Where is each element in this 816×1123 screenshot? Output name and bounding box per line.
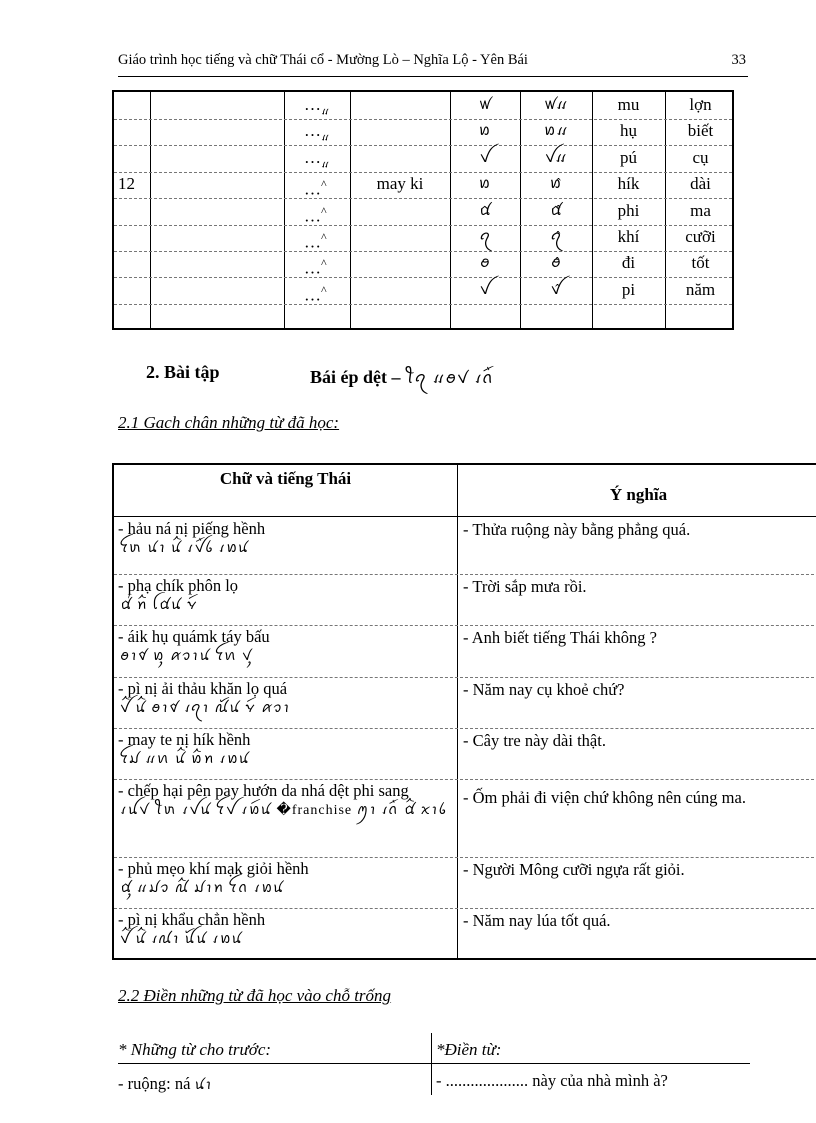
tone-mark: ^ xyxy=(321,282,327,297)
section-2-2-title: 2.2 Điền những từ đã học vào chỗ trống xyxy=(118,986,392,1005)
script-toned: ꪭ̂ xyxy=(549,176,563,193)
phrase-romanized: - phủ mẹo khí mạk giỏi hềnh xyxy=(118,859,309,878)
reading: mu xyxy=(617,95,640,114)
tone-name xyxy=(350,303,450,330)
given-word-script: ꪙꪱ xyxy=(194,1078,212,1093)
exercise-table xyxy=(112,463,816,960)
script-toned: ꪖ̂ xyxy=(550,229,562,245)
table-row xyxy=(114,171,732,199)
meaning: lợn xyxy=(689,95,712,114)
script-toned: ꪭꪵ xyxy=(543,123,569,140)
reading xyxy=(592,303,665,330)
meaning: ma xyxy=(690,200,711,220)
phrase-script: ꪜꪲ ꪙꪲ ꪹꪄꪱ ꪊꪰꪙ ꪹꪭꪙ xyxy=(120,932,243,947)
table-row xyxy=(114,277,732,305)
exercise-subtitle xyxy=(310,362,494,396)
dots: … xyxy=(304,285,321,305)
exercise-row xyxy=(114,779,816,858)
exercise-row xyxy=(114,517,816,575)
head-right: Ý nghĩa xyxy=(609,485,668,504)
phrase-romanized: - chếp hại pên pay hướn da nhá dệt phi sang xyxy=(118,781,409,800)
tone-mark: ꪵ xyxy=(321,105,330,118)
table-row xyxy=(114,198,732,226)
script-base: ꪠ xyxy=(479,202,491,219)
phrase-meaning: - Trời sắp mưa rồi. xyxy=(463,577,587,596)
dots: … xyxy=(304,206,321,226)
given-word-row xyxy=(118,1071,212,1100)
tone-name xyxy=(350,250,450,277)
thai-phrase xyxy=(118,730,454,770)
script-base: ꪮ xyxy=(479,255,490,272)
tone-name xyxy=(350,198,450,225)
thai-phrase xyxy=(118,679,454,719)
thai-phrase xyxy=(118,910,454,950)
alphabet-table xyxy=(112,90,734,330)
reading: khí xyxy=(617,227,640,246)
exercise-row xyxy=(114,728,816,780)
tone-name xyxy=(350,277,450,304)
thai-phrase xyxy=(118,519,454,559)
script-toned: ꪜꪵ xyxy=(544,149,568,166)
fill-blank-row: - .................... này của nhà mình à? xyxy=(436,1071,668,1090)
tone-name: may ki xyxy=(376,174,424,194)
phrase-meaning: - Năm nay lúa tốt quá. xyxy=(463,911,611,930)
phrase-romanized: - may te nị hík hềnh xyxy=(118,730,251,749)
reading: hụ xyxy=(620,121,637,141)
reading: đi xyxy=(621,253,636,273)
fill-heading: *Điền từ: xyxy=(436,1040,502,1059)
dots: … xyxy=(304,259,321,279)
script-base: ꪭ xyxy=(478,176,492,193)
dots: … xyxy=(304,232,321,252)
phrase-romanized: - hảu ná nị piếng hềnh xyxy=(118,519,266,538)
phrase-meaning: - Ốm phải đi viện chứ không nên cúng ma. xyxy=(463,788,746,807)
table-row xyxy=(114,250,732,278)
tone-name xyxy=(350,145,450,172)
meaning: dài xyxy=(690,174,711,194)
tone-name xyxy=(350,92,450,119)
row-divider xyxy=(118,1063,750,1064)
exercise-subtitle-script: ꪻꪖ ꪵꪮꪚ ꪹꪒꪸ xyxy=(405,370,495,387)
phrase-script: ꪠꪴ ꪵꪣꪫ ꪄꪲ ꪣꪱꪀ ꪼꪒ ꪹꪭꪙ xyxy=(120,881,285,896)
exercise-row xyxy=(114,857,816,909)
phrase-romanized: - áik hụ quámk táy bấu xyxy=(118,627,270,646)
phrase-meaning: - Anh biết tiếng Thái không ? xyxy=(463,628,657,647)
table-row xyxy=(114,92,732,120)
phrase-meaning: - Thửa ruộng này bằng phẳng quá. xyxy=(463,520,691,539)
phrase-script: ꪼꪣ ꪵꪕ ꪙꪲ ꪭꪲꪀ ꪹꪭꪙ xyxy=(120,752,251,767)
given-word-text: - ruộng: ná xyxy=(118,1074,191,1093)
script-base: ꪖ xyxy=(479,229,491,245)
dots: … xyxy=(304,179,321,199)
meaning: cưỡi xyxy=(685,227,716,246)
script-base xyxy=(450,303,520,330)
tone-mark: ^ xyxy=(321,256,327,271)
tone-mark: ^ xyxy=(321,177,327,192)
table-row xyxy=(114,118,732,146)
script-base: ꪜ xyxy=(479,149,491,166)
phrase-script: ꪜꪲ ꪙꪲ ꪮꪱꪥ ꪹꪖꪱ ꪄꪰꪙ ꪩꪷ ꪁꪫꪱ xyxy=(120,701,291,716)
dots: … xyxy=(304,95,321,114)
phrase-script: ꪠ꪿ ꪀꪲ ꪶꪠꪙ ꪩꪷ xyxy=(120,598,199,613)
exercise-title: 2. Bài tập xyxy=(146,362,220,382)
exercise-subtitle-text: Bái ép dệt – xyxy=(310,367,401,387)
section-2-1-title: 2.1 Gach chân những từ đã học: xyxy=(118,413,340,432)
tone-mark: ^ xyxy=(321,203,327,218)
script-toned: ꪜ̂ xyxy=(550,281,562,298)
tone-mark: ꪵ xyxy=(321,158,330,171)
table-row xyxy=(114,224,732,252)
script-toned: ꪮ̂ xyxy=(550,255,561,272)
row-number: 12 xyxy=(118,174,135,194)
phrase-meaning: - Năm nay cụ khoẻ chứ? xyxy=(463,680,625,699)
thai-phrase xyxy=(118,859,454,899)
meaning: năm xyxy=(685,279,716,299)
reading: pú xyxy=(620,147,637,167)
script-toned: ꪠ̂ xyxy=(550,202,562,219)
col-divider xyxy=(431,1033,432,1095)
meaning xyxy=(665,303,736,330)
script-base: ꪝ xyxy=(478,97,492,113)
head-left: Chữ và tiếng Thái xyxy=(219,469,352,488)
meaning: biết xyxy=(687,121,714,141)
script-toned: ꪝꪵ xyxy=(544,97,568,113)
exercise-row xyxy=(114,908,816,958)
tone-mark: ꪵ xyxy=(321,131,330,144)
phrase-script: ꪮꪱꪥ ꪭꪴ ꪁꪫꪱꪙ ꪼꪕ ꪚꪴ xyxy=(120,649,253,664)
exercise-row xyxy=(114,625,816,678)
page-number: 33 xyxy=(731,52,746,68)
table-row xyxy=(114,145,732,173)
thai-phrase xyxy=(118,576,454,616)
thai-phrase xyxy=(118,627,454,667)
script-toned xyxy=(520,303,592,330)
meaning: cụ xyxy=(692,147,709,167)
phrase-meaning: - Cây tre này dài thật. xyxy=(463,731,606,750)
tone-mark: ^ xyxy=(321,230,327,244)
phrase-script: ꪼꪬ ꪙꪱ ꪙꪲ ꪹꪜꪸꪉ ꪹꪭꪙ xyxy=(120,541,250,556)
header-title: Giáo trình học tiếng và chữ Thái cổ - Mường Lò – Nghĩa Lộ - Yên Bái xyxy=(118,52,528,68)
exercise-row xyxy=(114,574,816,626)
given-words-heading: * Những từ cho trước: xyxy=(118,1040,272,1059)
phrase-script: ꪹꪊꪚ ꪻꪬ ꪹꪜꪙ ꪼꪜ ꪹꪭꪷꪙ �franchise ꪑꪱ ꪹꪒꪸ ꪠꪲ ꪎꪱꪉ xyxy=(120,803,448,818)
phrase-romanized: - pì nị ải thảu khăn lọ quá xyxy=(118,679,288,698)
tone-name xyxy=(350,224,450,251)
script-base: ꪭ xyxy=(478,123,492,140)
tone-name xyxy=(350,118,450,145)
exercise-row xyxy=(114,677,816,729)
script-base: ꪜ xyxy=(479,281,491,298)
header-divider xyxy=(118,76,748,77)
thai-phrase xyxy=(118,781,454,821)
dots: … xyxy=(304,147,321,167)
meaning: tốt xyxy=(691,253,710,273)
reading: pi xyxy=(621,279,636,299)
table-row xyxy=(114,303,732,330)
phrase-romanized: - pì nị khẩu chẳn hềnh xyxy=(118,910,266,929)
phrase-meaning: - Người Mông cưỡi ngựa rất giỏi. xyxy=(463,860,685,879)
reading: hík xyxy=(617,174,640,194)
reading: phi xyxy=(617,200,640,220)
page-header xyxy=(118,52,746,69)
phrase-romanized: - phạ chík phôn lọ xyxy=(118,576,239,595)
dots: … xyxy=(304,121,321,141)
